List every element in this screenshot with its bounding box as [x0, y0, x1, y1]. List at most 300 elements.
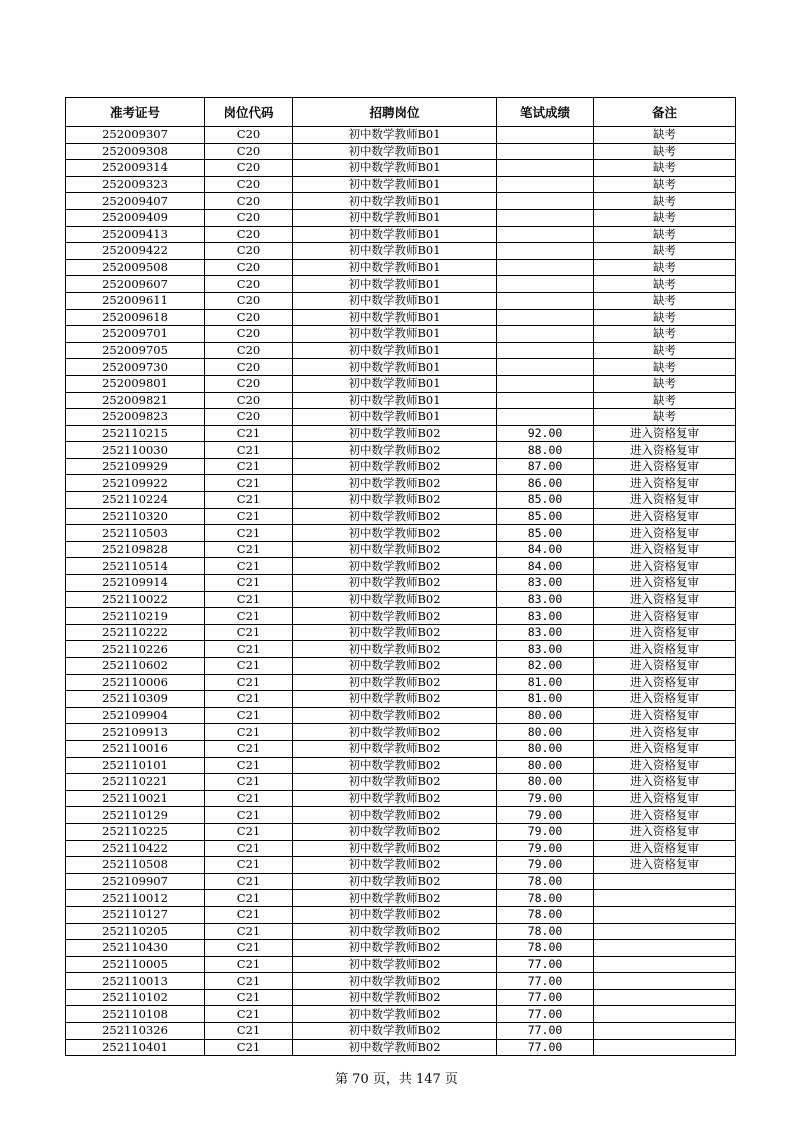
cell-position: 初中数学教师B01 — [293, 359, 497, 376]
cell-exam-id: 252110022 — [66, 591, 205, 608]
cell-score: 85.00 — [497, 508, 594, 525]
cell-position: 初中数学教师B02 — [293, 873, 497, 890]
cell-position: 初中数学教师B02 — [293, 973, 497, 990]
cell-post-code: C21 — [205, 658, 293, 675]
cell-remark — [594, 1039, 736, 1056]
cell-remark: 进入资格复审 — [594, 558, 736, 575]
cell-exam-id: 252110514 — [66, 558, 205, 575]
cell-remark — [594, 940, 736, 957]
cell-exam-id: 252109929 — [66, 458, 205, 475]
cell-score: 84.00 — [497, 558, 594, 575]
cell-position: 初中数学教师B02 — [293, 575, 497, 592]
cell-exam-id: 252009409 — [66, 209, 205, 226]
cell-score: 84.00 — [497, 541, 594, 558]
cell-position: 初中数学教师B01 — [293, 226, 497, 243]
cell-post-code: C21 — [205, 956, 293, 973]
table-body — [66, 127, 736, 1056]
cell-exam-id: 252009607 — [66, 276, 205, 293]
cell-exam-id: 252110401 — [66, 1039, 205, 1056]
cell-remark: 进入资格复审 — [594, 608, 736, 625]
cell-position: 初中数学教师B02 — [293, 923, 497, 940]
table-row — [66, 525, 736, 542]
cell-post-code: C20 — [205, 375, 293, 392]
cell-post-code: C20 — [205, 276, 293, 293]
cell-exam-id: 252009705 — [66, 342, 205, 359]
cell-post-code: C20 — [205, 392, 293, 409]
cell-position: 初中数学教师B02 — [293, 757, 497, 774]
cell-exam-id: 252110016 — [66, 740, 205, 757]
table-row — [66, 193, 736, 210]
cell-score: 83.00 — [497, 608, 594, 625]
cell-position: 初中数学教师B01 — [293, 326, 497, 343]
cell-remark — [594, 890, 736, 907]
cell-position: 初中数学教师B02 — [293, 707, 497, 724]
cell-position: 初中数学教师B01 — [293, 309, 497, 326]
cell-score: 78.00 — [497, 923, 594, 940]
cell-score: 81.00 — [497, 691, 594, 708]
table-row — [66, 790, 736, 807]
cell-post-code: C21 — [205, 724, 293, 741]
cell-exam-id: 252110422 — [66, 840, 205, 857]
cell-position: 初中数学教师B02 — [293, 475, 497, 492]
cell-remark: 进入资格复审 — [594, 425, 736, 442]
cell-post-code: C21 — [205, 558, 293, 575]
cell-score: 77.00 — [497, 956, 594, 973]
cell-remark: 进入资格复审 — [594, 525, 736, 542]
cell-score: 80.00 — [497, 724, 594, 741]
cell-exam-id: 252009308 — [66, 143, 205, 160]
cell-score — [497, 326, 594, 343]
cell-score: 92.00 — [497, 425, 594, 442]
cell-score: 77.00 — [497, 1023, 594, 1040]
cell-remark: 进入资格复审 — [594, 458, 736, 475]
cell-exam-id: 252110005 — [66, 956, 205, 973]
cell-score: 80.00 — [497, 740, 594, 757]
cell-remark: 缺考 — [594, 176, 736, 193]
table-row — [66, 276, 736, 293]
table-row — [66, 641, 736, 658]
table-row — [66, 707, 736, 724]
cell-remark — [594, 1023, 736, 1040]
cell-exam-id: 252110006 — [66, 674, 205, 691]
cell-score: 86.00 — [497, 475, 594, 492]
header-position: 招聘岗位 — [293, 98, 497, 127]
cell-post-code: C21 — [205, 641, 293, 658]
cell-exam-id: 252009422 — [66, 243, 205, 260]
cell-position: 初中数学教师B02 — [293, 940, 497, 957]
cell-post-code: C21 — [205, 757, 293, 774]
cell-remark — [594, 989, 736, 1006]
cell-post-code: C21 — [205, 475, 293, 492]
cell-score: 78.00 — [497, 940, 594, 957]
table-row — [66, 989, 736, 1006]
cell-remark: 缺考 — [594, 276, 736, 293]
cell-post-code: C21 — [205, 823, 293, 840]
table-row — [66, 508, 736, 525]
table-row — [66, 1023, 736, 1040]
cell-score: 80.00 — [497, 707, 594, 724]
table-row — [66, 475, 736, 492]
table-row — [66, 127, 736, 144]
cell-exam-id: 252009618 — [66, 309, 205, 326]
cell-post-code: C20 — [205, 143, 293, 160]
cell-post-code: C20 — [205, 193, 293, 210]
header-score: 笔试成绩 — [497, 98, 594, 127]
cell-score: 79.00 — [497, 823, 594, 840]
table-row — [66, 624, 736, 641]
cell-position: 初中数学教师B01 — [293, 127, 497, 144]
cell-exam-id: 252110101 — [66, 757, 205, 774]
cell-score: 83.00 — [497, 575, 594, 592]
cell-remark — [594, 923, 736, 940]
cell-post-code: C20 — [205, 409, 293, 426]
header-exam-id: 准考证号 — [66, 98, 205, 127]
cell-position: 初中数学教师B02 — [293, 1006, 497, 1023]
table-header — [66, 98, 736, 127]
cell-position: 初中数学教师B02 — [293, 857, 497, 874]
cell-remark: 缺考 — [594, 359, 736, 376]
table-row — [66, 143, 736, 160]
cell-remark: 进入资格复审 — [594, 475, 736, 492]
cell-post-code: C20 — [205, 176, 293, 193]
cell-position: 初中数学教师B02 — [293, 790, 497, 807]
cell-score: 80.00 — [497, 774, 594, 791]
cell-post-code: C21 — [205, 940, 293, 957]
cell-remark: 缺考 — [594, 409, 736, 426]
cell-post-code: C21 — [205, 525, 293, 542]
cell-remark: 缺考 — [594, 309, 736, 326]
cell-remark: 进入资格复审 — [594, 790, 736, 807]
cell-remark: 进入资格复审 — [594, 575, 736, 592]
cell-remark: 缺考 — [594, 326, 736, 343]
cell-score: 85.00 — [497, 492, 594, 509]
cell-remark — [594, 906, 736, 923]
table-row — [66, 309, 736, 326]
cell-position: 初中数学教师B01 — [293, 193, 497, 210]
cell-post-code: C21 — [205, 442, 293, 459]
cell-position: 初中数学教师B02 — [293, 807, 497, 824]
cell-score: 77.00 — [497, 1006, 594, 1023]
cell-score: 88.00 — [497, 442, 594, 459]
cell-exam-id: 252110430 — [66, 940, 205, 957]
cell-position: 初中数学教师B02 — [293, 906, 497, 923]
header-remark: 备注 — [594, 98, 736, 127]
cell-position: 初中数学教师B02 — [293, 492, 497, 509]
cell-position: 初中数学教师B01 — [293, 243, 497, 260]
cell-position: 初中数学教师B02 — [293, 724, 497, 741]
table-row — [66, 176, 736, 193]
cell-score — [497, 359, 594, 376]
cell-exam-id: 252110309 — [66, 691, 205, 708]
cell-score — [497, 392, 594, 409]
cell-exam-id: 252009314 — [66, 160, 205, 177]
table-row — [66, 209, 736, 226]
cell-score: 79.00 — [497, 840, 594, 857]
cell-remark: 进入资格复审 — [594, 691, 736, 708]
table-row — [66, 691, 736, 708]
table-row — [66, 558, 736, 575]
cell-score — [497, 375, 594, 392]
cell-position: 初中数学教师B01 — [293, 143, 497, 160]
table-row — [66, 575, 736, 592]
table-row — [66, 375, 736, 392]
cell-remark: 进入资格复审 — [594, 774, 736, 791]
cell-post-code: C20 — [205, 160, 293, 177]
cell-score: 79.00 — [497, 857, 594, 874]
cell-exam-id: 252109828 — [66, 541, 205, 558]
header-post-code: 岗位代码 — [205, 98, 293, 127]
cell-post-code: C21 — [205, 458, 293, 475]
cell-exam-id: 252109914 — [66, 575, 205, 592]
cell-post-code: C21 — [205, 492, 293, 509]
cell-remark: 进入资格复审 — [594, 674, 736, 691]
cell-exam-id: 252110221 — [66, 774, 205, 791]
cell-remark: 缺考 — [594, 375, 736, 392]
cell-exam-id: 252110129 — [66, 807, 205, 824]
cell-position: 初中数学教师B02 — [293, 641, 497, 658]
cell-score: 87.00 — [497, 458, 594, 475]
table-row — [66, 425, 736, 442]
table-row — [66, 292, 736, 309]
cell-post-code: C21 — [205, 1006, 293, 1023]
cell-position: 初中数学教师B02 — [293, 541, 497, 558]
cell-post-code: C21 — [205, 989, 293, 1006]
cell-exam-id: 252009611 — [66, 292, 205, 309]
cell-exam-id: 252110215 — [66, 425, 205, 442]
cell-remark: 缺考 — [594, 292, 736, 309]
results-table — [65, 97, 736, 1056]
table-row — [66, 392, 736, 409]
cell-exam-id: 252110030 — [66, 442, 205, 459]
cell-post-code: C20 — [205, 209, 293, 226]
table-row — [66, 757, 736, 774]
table-row — [66, 1039, 736, 1056]
cell-exam-id: 252110508 — [66, 857, 205, 874]
table-row — [66, 840, 736, 857]
cell-score — [497, 259, 594, 276]
cell-post-code: C20 — [205, 326, 293, 343]
cell-post-code: C21 — [205, 740, 293, 757]
cell-position: 初中数学教师B01 — [293, 409, 497, 426]
cell-post-code: C20 — [205, 259, 293, 276]
cell-post-code: C21 — [205, 608, 293, 625]
cell-score — [497, 292, 594, 309]
table-row — [66, 409, 736, 426]
cell-position: 初中数学教师B02 — [293, 525, 497, 542]
cell-post-code: C21 — [205, 807, 293, 824]
table-row — [66, 923, 736, 940]
cell-post-code: C21 — [205, 707, 293, 724]
cell-position: 初中数学教师B02 — [293, 890, 497, 907]
cell-position: 初中数学教师B02 — [293, 691, 497, 708]
cell-position: 初中数学教师B02 — [293, 558, 497, 575]
cell-score: 77.00 — [497, 989, 594, 1006]
cell-score: 85.00 — [497, 525, 594, 542]
cell-post-code: C20 — [205, 243, 293, 260]
cell-exam-id: 252110108 — [66, 1006, 205, 1023]
cell-position: 初中数学教师B01 — [293, 259, 497, 276]
cell-position: 初中数学教师B02 — [293, 591, 497, 608]
cell-position: 初中数学教师B02 — [293, 774, 497, 791]
table-row — [66, 724, 736, 741]
table-row — [66, 259, 736, 276]
cell-position: 初中数学教师B01 — [293, 375, 497, 392]
cell-exam-id: 252110224 — [66, 492, 205, 509]
cell-score: 77.00 — [497, 973, 594, 990]
table-row — [66, 326, 736, 343]
cell-position: 初中数学教师B02 — [293, 624, 497, 641]
cell-exam-id: 252009730 — [66, 359, 205, 376]
cell-score: 80.00 — [497, 757, 594, 774]
cell-exam-id: 252109907 — [66, 873, 205, 890]
table-row — [66, 160, 736, 177]
cell-remark: 进入资格复审 — [594, 641, 736, 658]
cell-exam-id: 252109904 — [66, 707, 205, 724]
cell-exam-id: 252110503 — [66, 525, 205, 542]
cell-post-code: C21 — [205, 624, 293, 641]
cell-exam-id: 252009307 — [66, 127, 205, 144]
cell-remark: 缺考 — [594, 193, 736, 210]
cell-exam-id: 252110102 — [66, 989, 205, 1006]
cell-post-code: C21 — [205, 790, 293, 807]
table-row — [66, 674, 736, 691]
cell-remark: 缺考 — [594, 143, 736, 160]
cell-exam-id: 252110225 — [66, 823, 205, 840]
cell-post-code: C21 — [205, 906, 293, 923]
cell-post-code: C20 — [205, 292, 293, 309]
cell-position: 初中数学教师B02 — [293, 740, 497, 757]
cell-score — [497, 209, 594, 226]
cell-post-code: C20 — [205, 309, 293, 326]
cell-score — [497, 243, 594, 260]
cell-exam-id: 252110222 — [66, 624, 205, 641]
cell-exam-id: 252110226 — [66, 641, 205, 658]
cell-post-code: C21 — [205, 575, 293, 592]
cell-remark: 进入资格复审 — [594, 807, 736, 824]
cell-remark — [594, 1006, 736, 1023]
cell-post-code: C21 — [205, 425, 293, 442]
table-row — [66, 458, 736, 475]
table-row — [66, 740, 736, 757]
table-row — [66, 973, 736, 990]
cell-score — [497, 276, 594, 293]
cell-position: 初中数学教师B02 — [293, 823, 497, 840]
cell-remark: 进入资格复审 — [594, 508, 736, 525]
table-row — [66, 807, 736, 824]
cell-post-code: C21 — [205, 890, 293, 907]
cell-score — [497, 409, 594, 426]
cell-position: 初中数学教师B01 — [293, 209, 497, 226]
cell-score: 79.00 — [497, 807, 594, 824]
cell-post-code: C21 — [205, 840, 293, 857]
cell-remark: 缺考 — [594, 226, 736, 243]
cell-remark: 进入资格复审 — [594, 442, 736, 459]
cell-score: 82.00 — [497, 658, 594, 675]
cell-post-code: C21 — [205, 691, 293, 708]
cell-position: 初中数学教师B01 — [293, 392, 497, 409]
cell-exam-id: 252110012 — [66, 890, 205, 907]
cell-position: 初中数学教师B02 — [293, 458, 497, 475]
cell-remark: 进入资格复审 — [594, 757, 736, 774]
cell-position: 初中数学教师B02 — [293, 840, 497, 857]
cell-post-code: C20 — [205, 359, 293, 376]
cell-score — [497, 309, 594, 326]
cell-remark — [594, 956, 736, 973]
cell-remark: 进入资格复审 — [594, 591, 736, 608]
cell-position: 初中数学教师B02 — [293, 989, 497, 1006]
cell-position: 初中数学教师B01 — [293, 292, 497, 309]
page-number: 第 70 页，共 147 页 — [335, 1072, 458, 1087]
table-row — [66, 857, 736, 874]
cell-remark: 缺考 — [594, 342, 736, 359]
cell-post-code: C20 — [205, 127, 293, 144]
cell-score — [497, 176, 594, 193]
cell-score — [497, 342, 594, 359]
cell-remark: 缺考 — [594, 243, 736, 260]
cell-post-code: C21 — [205, 591, 293, 608]
cell-remark: 进入资格复审 — [594, 740, 736, 757]
cell-position: 初中数学教师B01 — [293, 176, 497, 193]
cell-remark: 缺考 — [594, 209, 736, 226]
table-row — [66, 1006, 736, 1023]
cell-exam-id: 252109922 — [66, 475, 205, 492]
cell-post-code: C21 — [205, 541, 293, 558]
cell-exam-id: 252110205 — [66, 923, 205, 940]
cell-post-code: C21 — [205, 508, 293, 525]
cell-post-code: C21 — [205, 973, 293, 990]
cell-position: 初中数学教师B02 — [293, 674, 497, 691]
table-row — [66, 906, 736, 923]
table-row — [66, 591, 736, 608]
cell-post-code: C21 — [205, 774, 293, 791]
cell-exam-id: 252009407 — [66, 193, 205, 210]
cell-score — [497, 160, 594, 177]
table-row — [66, 658, 736, 675]
cell-post-code: C21 — [205, 873, 293, 890]
cell-post-code: C21 — [205, 674, 293, 691]
cell-post-code: C21 — [205, 857, 293, 874]
cell-remark: 进入资格复审 — [594, 624, 736, 641]
cell-position: 初中数学教师B02 — [293, 1023, 497, 1040]
cell-score — [497, 127, 594, 144]
header-row — [66, 98, 736, 127]
cell-position: 初中数学教师B01 — [293, 160, 497, 177]
cell-score: 79.00 — [497, 790, 594, 807]
table-row — [66, 226, 736, 243]
cell-score: 81.00 — [497, 674, 594, 691]
cell-exam-id: 252110219 — [66, 608, 205, 625]
cell-score: 78.00 — [497, 906, 594, 923]
cell-remark: 进入资格复审 — [594, 541, 736, 558]
cell-position: 初中数学教师B02 — [293, 956, 497, 973]
cell-position: 初中数学教师B02 — [293, 608, 497, 625]
cell-score — [497, 143, 594, 160]
table-row — [66, 541, 736, 558]
cell-post-code: C20 — [205, 226, 293, 243]
cell-exam-id: 252009701 — [66, 326, 205, 343]
cell-score: 77.00 — [497, 1039, 594, 1056]
cell-post-code: C21 — [205, 923, 293, 940]
table-row — [66, 492, 736, 509]
cell-exam-id: 252109913 — [66, 724, 205, 741]
table-row — [66, 774, 736, 791]
cell-position: 初中数学教师B02 — [293, 442, 497, 459]
cell-position: 初中数学教师B01 — [293, 276, 497, 293]
cell-exam-id: 252009508 — [66, 259, 205, 276]
cell-exam-id: 252110127 — [66, 906, 205, 923]
cell-exam-id: 252110326 — [66, 1023, 205, 1040]
cell-score: 78.00 — [497, 873, 594, 890]
